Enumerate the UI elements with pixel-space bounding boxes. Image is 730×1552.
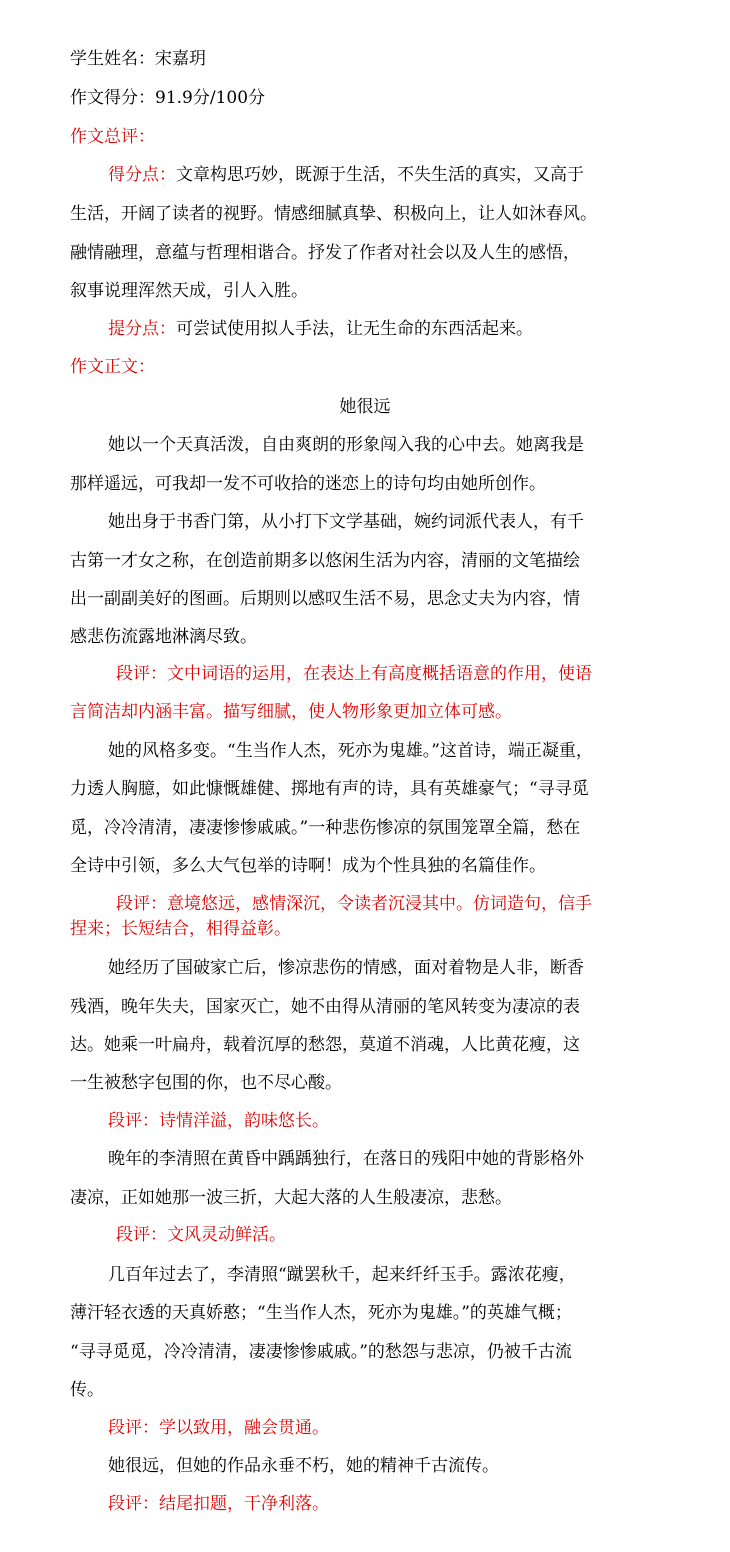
- comment-4: 段评：文风灵动鲜活。: [116, 1225, 286, 1245]
- essay-score: 作文得分：91.9分/100分: [70, 88, 266, 108]
- paragraph-4-line-1: 她经历了国破家亡后，惨凉悲伤的情感，面对着物是人非，断香: [108, 958, 584, 978]
- paragraph-6-line-4: 传。: [70, 1380, 104, 1400]
- paragraph-3-line-1: 她的风格多变。“生当作人杰，死亦为鬼雄。”这首诗，端正凝重，: [108, 741, 593, 761]
- paragraph-2-line-1: 她出身于书香门第，从小打下文学基础，婉约词派代表人，有千: [108, 512, 584, 532]
- comment-1-line-1: 段评：文中词语的运用，在表达上有高度概括语意的作用，使语: [116, 664, 592, 684]
- essay-heading: 作文正文：: [70, 357, 155, 377]
- comment-6: 段评：结尾扣题，干净利落。: [108, 1494, 329, 1514]
- student-name: 学生姓名：宋嘉玥: [70, 49, 206, 69]
- strength-text-4: 叙事说理浑然天成，引人入胜。: [70, 281, 308, 301]
- paragraph-1-line-2: 那样遥远，可我却一发不可收拾的迷恋上的诗句均由她所创作。: [70, 474, 546, 494]
- paragraph-6-line-2: 薄汗轻衣透的天真娇憨；“生当作人杰，死亦为鬼雄。”的英雄气概；: [70, 1303, 572, 1323]
- paragraph-6-line-1: 几百年过去了，李清照“蹴罢秋千，起来纤纤玉手。露浓花瘦，: [108, 1265, 576, 1285]
- strength-text-3: 融情融理，意蕴与哲理相谐合。抒发了作者对社会以及人生的感悟，: [70, 243, 580, 263]
- essay-title: 她很远: [339, 397, 391, 417]
- paragraph-4-line-2: 残酒，晚年失夫，国家灭亡，她不由得从清丽的笔风转变为凄凉的表: [70, 997, 580, 1017]
- paragraph-1-line-1: 她以一个天真活泼，自由爽朗的形象闯入我的心中去。她离我是: [108, 435, 584, 455]
- paragraph-3-line-4: 全诗中引领，多么大气包举的诗啊！成为个性具独的名篇佳作。: [70, 856, 546, 876]
- comment-2-line-2: 捏来；长短结合，相得益彰。: [70, 919, 291, 939]
- improve-line: [108, 314, 533, 339]
- paragraph-3-line-3: 觅，冷冷清清，凄凄惨惨戚戚。”一种悲伤惨凉的氛围笼罩全篇，愁在: [70, 818, 581, 838]
- comment-2-line-1: 段评：意境悠远，感情深沉，令读者沉浸其中。仿词造句，信手: [116, 894, 592, 914]
- paragraph-4-line-4: 一生被愁字包围的你，也不尽心酸。: [70, 1073, 342, 1093]
- strength-label: 得分点：: [108, 165, 176, 185]
- comment-1-line-2: 言简洁却内涵丰富。描写细腻，使人物形象更加立体可感。: [70, 702, 512, 722]
- strength-text-2: 生活，开阔了读者的视野。情感细腻真挚、积极向上，让人如沐春风。: [70, 204, 597, 224]
- paragraph-5-line-2: 凄凉，正如她那一波三折，大起大落的人生般凄凉，悲愁。: [70, 1188, 512, 1208]
- paragraph-2-line-2: 古第一才女之称，在创造前期多以悠闲生活为内容，清丽的文笔描绘: [70, 551, 580, 571]
- paragraph-5-line-1: 晚年的李清照在黄昏中踽踽独行，在落日的残阳中她的背影格外: [108, 1149, 584, 1169]
- strength-text-1: 文章构思巧妙，既源于生活，不失生活的真实，又高于: [176, 165, 584, 185]
- strength-line-1: [108, 160, 584, 185]
- paragraph-2-line-3: 出一副副美好的图画。后期则以感叹生活不易，思念丈夫为内容，情: [70, 589, 580, 609]
- summary-heading: 作文总评：: [70, 127, 155, 147]
- paragraph-2-line-4: 感悲伤流露地淋漓尽致。: [70, 627, 257, 647]
- comment-3: 段评：诗情洋溢，韵味悠长。: [108, 1111, 329, 1131]
- paragraph-6-line-3: “寻寻觅觅，冷冷清清，凄凄惨惨戚戚。”的愁怨与悲凉，仍被千古流: [70, 1342, 572, 1362]
- improve-text: 可尝试使用拟人手法，让无生命的东西活起来。: [176, 319, 533, 339]
- paragraph-7: 她很远，但她的作品永垂不朽，她的精神千古流传。: [108, 1456, 499, 1476]
- improve-label: 提分点：: [108, 319, 176, 339]
- paragraph-4-line-3: 达。她乘一叶扁舟，载着沉厚的愁怨，莫道不消魂，人比黄花瘦，这: [70, 1035, 580, 1055]
- paragraph-3-line-2: 力透人胸臆，如此慷慨雄健、掷地有声的诗，具有英雄豪气；“寻寻觅: [70, 779, 589, 799]
- comment-5: 段评：学以致用，融会贯通。: [108, 1418, 329, 1438]
